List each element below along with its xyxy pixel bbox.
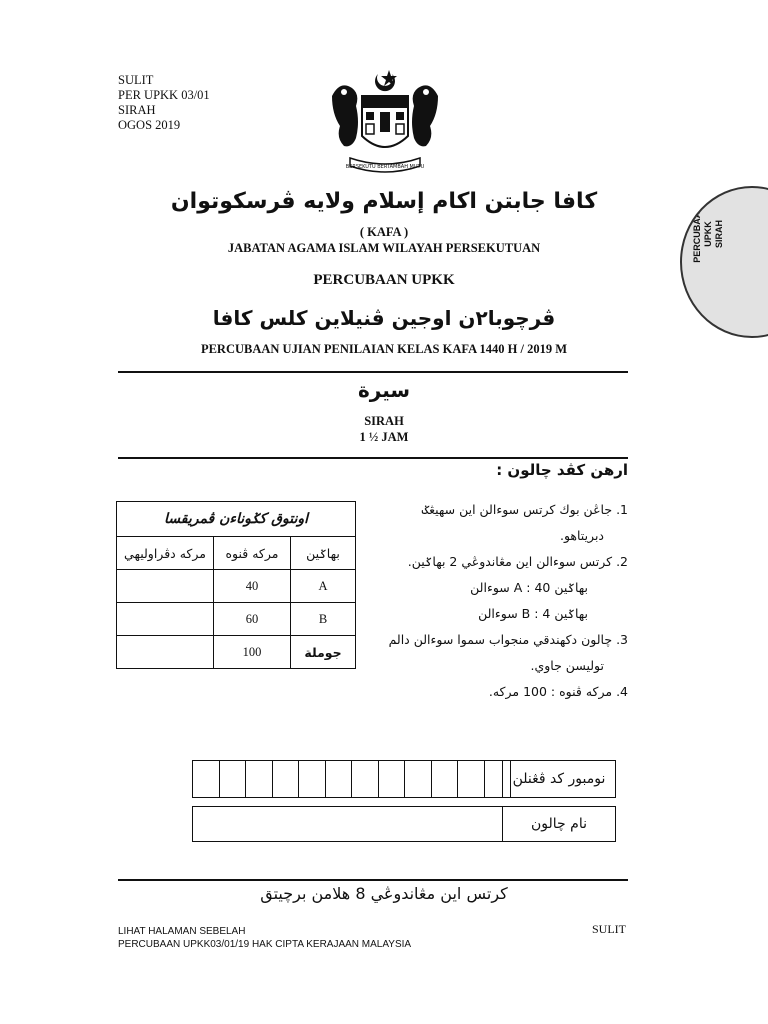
digit-box[interactable] — [458, 761, 485, 797]
footer-left — [118, 925, 411, 951]
divider-middle — [118, 457, 628, 459]
instruction-item — [370, 497, 628, 523]
instructions-list — [370, 497, 628, 705]
exam-full-title: PERCUBAAN UJIAN PENILAIAN KELAS KAFA 1440 H / 2019 M — [200, 342, 568, 356]
instruction-text: جاڠن بوك كرتس سوءالن اين سهيڠݢ — [421, 502, 613, 517]
marks-obtained-cell[interactable] — [117, 603, 214, 636]
subject-code: SIRAH — [118, 103, 156, 117]
candidate-number-label: نومبور كد ڤڠنلن — [502, 761, 615, 797]
section-cell: B — [291, 603, 356, 636]
digit-box[interactable] — [432, 761, 459, 797]
candidate-name-field[interactable] — [192, 806, 616, 842]
paper-code: PER UPKK 03/01 — [118, 88, 210, 102]
header-left-block — [118, 73, 210, 133]
header-section: بهاݢين — [291, 537, 356, 570]
instruction-number: 3. — [616, 632, 628, 647]
section-cell: A — [291, 570, 356, 603]
kafa-label: ( KAFA ) — [359, 225, 409, 239]
next-page-note: LIHAT HALAMAN SEBELAH — [118, 926, 246, 937]
instruction-number: 2. — [616, 554, 628, 569]
digit-box[interactable] — [220, 761, 247, 797]
jawi-subject-title: سيرة — [357, 378, 411, 402]
instruction-item — [370, 679, 628, 705]
jawi-exam-title: ڤرچوبا٢ن اوجين ڤنيلاين كلس كافا — [212, 306, 556, 330]
instruction-text: چالون دكهندقي منجواب سموا سوءالن دالم — [388, 632, 613, 647]
candidate-number-field[interactable] — [192, 760, 616, 798]
subject-title: SIRAH — [364, 414, 404, 428]
exam-duration: 1 ½ JAM — [359, 430, 409, 444]
digit-box[interactable] — [246, 761, 273, 797]
section-cell: جوملة — [291, 636, 356, 669]
instruction-text-cont: دبريتاهو. — [559, 528, 604, 543]
instructions-heading: ارهن كڤد چالون : — [496, 461, 628, 479]
divider-top — [118, 371, 628, 373]
instruction-item — [370, 627, 628, 653]
instruction-number: 4. — [616, 684, 628, 699]
full-marks-cell: 60 — [214, 603, 291, 636]
malaysia-coat-of-arms-icon — [326, 66, 444, 178]
full-marks-cell: 100 — [214, 636, 291, 669]
table-row — [117, 603, 356, 636]
department-title: JABATAN AGAMA ISLAM WILAYAH PERSEKUTUAN — [227, 241, 541, 255]
table-row — [117, 570, 356, 603]
marks-obtained-cell[interactable] — [117, 636, 214, 669]
exam-date: OGOS 2019 — [118, 118, 181, 132]
instruction-text: مركه ڤنوه : 100 مركه. — [488, 684, 613, 699]
page-count-note: كرتس اين مڠاندوڠي 8 هلامن برچيتق — [260, 884, 508, 903]
header-marks-obtained: مركه دڤراوليهي — [117, 537, 214, 570]
copyright-note: PERCUBAAN UPKK03/01/19 HAK CIPTA KERAJAAN MALAYSIA — [118, 939, 412, 950]
table-row — [117, 636, 356, 669]
instruction-item — [370, 549, 628, 575]
instruction-subitem: بهاݢين A : 40 سوءالن — [470, 580, 588, 595]
instruction-text-cont: توليسن جاوي. — [530, 658, 604, 673]
digit-box[interactable] — [273, 761, 300, 797]
footer-classification: SULIT — [592, 922, 626, 936]
full-marks-cell: 40 — [214, 570, 291, 603]
examiner-marks-table — [116, 501, 356, 669]
stamp-line1: PERCUBAAN UPKK — [692, 205, 713, 263]
instruction-number: 1. — [616, 502, 628, 517]
digit-box[interactable] — [326, 761, 353, 797]
jawi-department-title: كافا جابتن اكام إسلام ولايه ڤرسكوتوان — [170, 189, 598, 214]
instruction-text: كرتس سوءالن اين مڠاندوڠي 2 بهاݢين. — [407, 554, 613, 569]
digit-box[interactable] — [405, 761, 432, 797]
marks-table-caption: اونتوق كݢوناءن ڤمريقسا — [117, 502, 356, 537]
marks-obtained-cell[interactable] — [117, 570, 214, 603]
digit-box[interactable] — [352, 761, 379, 797]
digit-box[interactable] — [299, 761, 326, 797]
divider-bottom — [118, 879, 628, 881]
classification-label: SULIT — [118, 73, 154, 87]
instruction-subitem: بهاݢين B : 4 سوءالن — [478, 606, 588, 621]
stamp-line2: SIRAH — [714, 220, 724, 249]
digit-box[interactable] — [193, 761, 220, 797]
digit-box[interactable] — [379, 761, 406, 797]
candidate-name-label: نام چالون — [502, 807, 615, 841]
exam-title: PERCUBAAN UPKK — [313, 272, 455, 288]
crest-motto: BERSEKUTU BERTAMBAH MUTU — [345, 164, 425, 170]
header-full-marks: مركه ڤنوه — [214, 537, 291, 570]
